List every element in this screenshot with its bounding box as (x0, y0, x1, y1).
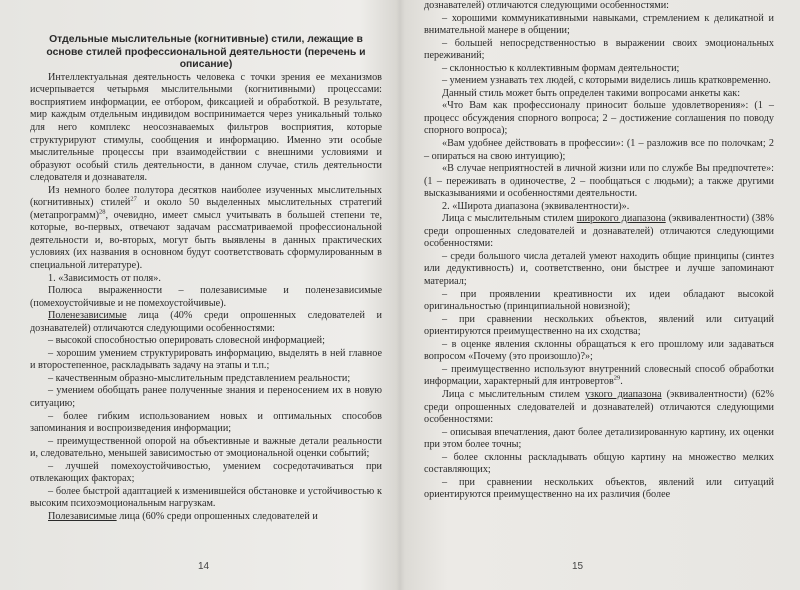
paragraph: Поленезависимые лица (40% среди опрошенных следователей и дознавателей) отличаются следующими особенностями: (30, 310, 382, 334)
list-item: – преимущественной опорой на объективные и важные детали реальности и, следовательно, меньшей зависимостью от эмоциональной оценки событий; (30, 435, 382, 460)
list-item: – умением обобщать ранее полученные знания и переносением их в новую ситуацию; (30, 385, 382, 409)
list-item: – более быстрой адаптацией к изменившейся обстановке и устойчивостью к высоким психоэмоциональным нагрузкам. (30, 485, 382, 510)
paragraph: дознавателей) отличаются следующими особенностями: (424, 0, 669, 11)
list-item: – качественным образно-мыслительным представлением реальности; (48, 372, 351, 384)
list-item: – среди большого числа деталей умеют находить общие принципы (синтез или дедуктивность) и, соответственно, они быстрее и лучше запоминают материал; (424, 250, 774, 288)
questionnaire-item: «В случае неприятностей в личной жизни или по службе Вы предпочтете»: (1 – переживать в одиночестве, 2 – пообщаться с людьми); а также другими высказываниями и особенностями деятельности. (424, 163, 774, 200)
questionnaire-item: «Вам удобнее действовать в профессии»: (1 – разложив все по полочкам; 2 – опираться на свою интуицию); (424, 138, 774, 162)
paragraph: Интеллектуальная деятельность человека с точки зрения ее механизмов исчерпывается четырьмя мыслительными (когнитивными) процессами: восприятием информации, ее отбором, фиксацией и обработкой. В результате, мир каждым отдельным индивидом воспринимается через уникальный только для него комплекс неосознаваемых фильтров восприятия, которые структурируют стимулы, сообщения и информацию. Именно эти особые мыслительные процессы при взаимодействии с внешними условиями и образуют особый стиль деятельности, в данном случае, стиль деятельности следователя и дознавателя. (30, 71, 382, 184)
list-item: – лучшей помехоустойчивостью, умением сосредотачиваться при отвлекающих факторах; (30, 460, 382, 485)
paragraph: 2. «Широта диапазона (эквивалентности)». (442, 200, 630, 212)
list-item: – хорошим умением структурировать информацию, выделять в ней главное и второстепенное, раскладывать задачу на этапы и т.п.; (30, 347, 382, 372)
list-item: – умением узнавать тех людей, с которыми виделись лишь кратковременно. (442, 75, 771, 87)
paragraph: Данный стиль может быть определен такими вопросами анкеты как: (442, 87, 741, 99)
section-heading: Отдельные мыслительные (когнитивные) стили, лежащие в основе стилей профессиональной деятельности (перечень и описание) (46, 34, 366, 71)
list-item: – высокой способностью оперировать словесной информацией; (48, 335, 325, 347)
list-item: – в оценке явления склонны обращаться к его прошлому или задаваться вопросом «Почему (это произошло)?»; (424, 338, 774, 363)
footnote-ref: 29 (613, 375, 621, 383)
footnote-ref: 27 (130, 195, 137, 203)
left-page (30, 0, 382, 590)
page-number: 15 (572, 561, 584, 572)
footnote-ref: 28 (99, 208, 106, 216)
list-item: – большей непосредственностью в выражении своих эмоциональных переживаний; (424, 37, 774, 62)
paragraph: Лица с мыслительным стилем широкого диапазона (эквивалентности) (38% среди опрошенных следователей и дознавателей) отличаются следующими особенностями: (424, 213, 774, 250)
list-item: – при сравнении нескольких объектов, явлений или ситуаций ориентируются преимущественно на их различия (более (424, 476, 774, 501)
questionnaire-item: «Что Вам как профессионалу приносит больше удовлетворения»: (1 – процесс обсуждения спорного вопроса; 2 – достижение соглашения по поводу спорного вопроса); (424, 100, 774, 137)
paragraph: Полезависимые лица (60% среди опрошенных следователей и (48, 510, 318, 522)
paragraph: Лица с мыслительным стилем узкого диапазона (эквивалентности) (62% среди опрошенных следователей и дознавателей) отличаются следующими особенностями: (424, 388, 774, 426)
paragraph: 1. «Зависимость от поля». (48, 272, 161, 284)
page-number: 14 (198, 561, 210, 572)
list-item: – более склонны раскладывать общую картину на множество мелких составляющих; (424, 451, 774, 476)
paragraph: Полюса выраженности – полезависимые и поленезависимые (помехоустойчивые и не помехоустойчивые). (30, 285, 382, 309)
list-item: – хорошими коммуникативными навыками, стремлением к деликатной и внимательной манере в общении; (424, 12, 774, 37)
list-item: – при сравнении нескольких объектов, явлений или ситуаций ориентируются преимущественно на их сходства; (424, 313, 774, 338)
list-item: – преимущественно используют внутренний словесный способ обработки информации, характерный для интровертов$^{29}$. (424, 363, 774, 388)
list-item: – более гибким использованием новых и оптимальных способов запоминания и воспроизведения информации; (30, 410, 382, 435)
list-item: – склонностью к коллективным формам деятельности; (442, 62, 680, 74)
right-page (424, 0, 774, 590)
list-item: – при проявлении креативности их идеи обладают высокой оригинальностью (принципиальной новизной); (424, 288, 774, 313)
paragraph: Из немного более полутора десятков наиболее изученных мыслительных (когнитивных) стилей$^{27}$ и около 50 выделенных мыслительных стратегий (метапрограмм)$^{28}$, очевидно, имеет смысл учитывать в большей степени те, которые, во-первых, отвечают задачам рассматриваемой профессиональной деятельности и, во-вторых, могут быть выявлены в данных практических условиях (их названия в основном будут соответствовать сформулированным в специальной литературе). (30, 184, 383, 271)
list-item: – описывая впечатления, дают более детализированную картину, их оценки при этом более точны; (424, 426, 774, 451)
